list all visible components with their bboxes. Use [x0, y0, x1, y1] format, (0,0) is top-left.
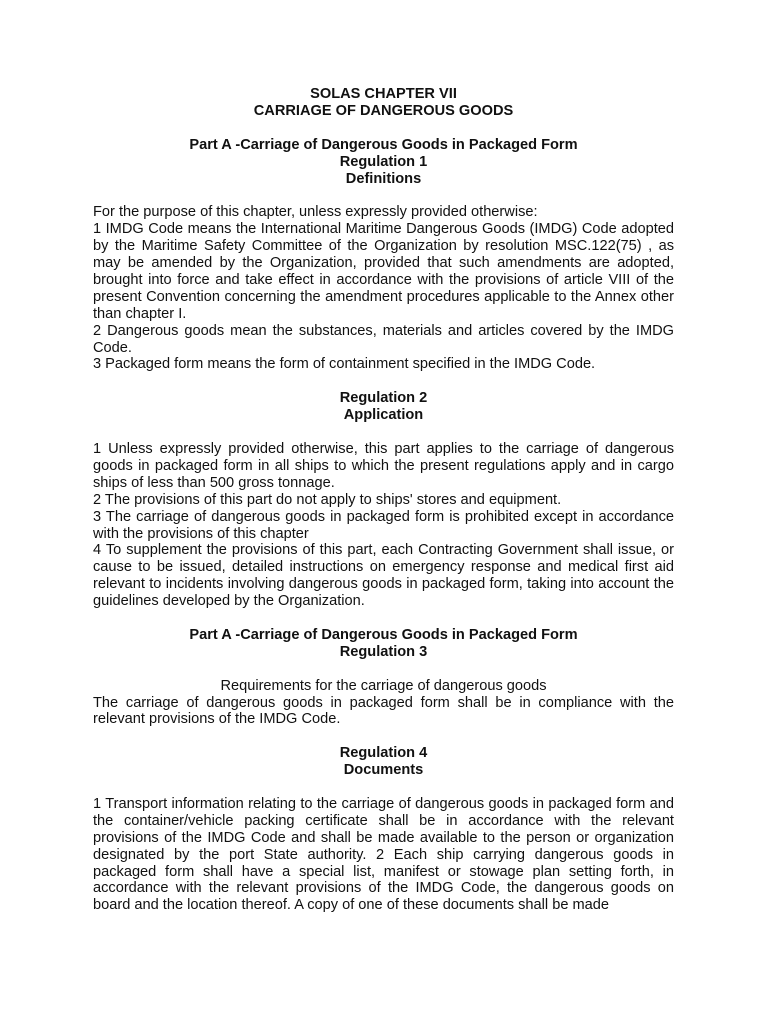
- spacer: [93, 728, 674, 745]
- regulation-3-heading: Regulation 3: [339, 643, 428, 660]
- document-page: [93, 86, 674, 914]
- regulation-2-paragraph-1: 1 Unless expressly provided otherwise, this part applies to the carriage of dangerous goods in packaged form in all ships to which the present regulations apply and in cargo ships of less than 500 gross tonnage.: [93, 440, 674, 491]
- part-a-heading: Part A -Carriage of Dangerous Goods in Packaged Form: [189, 136, 578, 153]
- regulation-2-paragraph-3: 3 The carriage of dangerous goods in packaged form is prohibited except in accordance with the provisions of this chapter: [93, 508, 674, 542]
- regulation-2-paragraph-4: 4 To supplement the provisions of this part, each Contracting Government shall issue, or cause to be issued, detailed instructions on emergency response and medical first aid relevant to incidents involving dangerous goods in packaged form, taking into account the guidelines developed by the Organization.: [93, 542, 674, 610]
- regulation-1-paragraph-1: 1 IMDG Code means the International Maritime Dangerous Goods (IMDG) Code adopted by the Maritime Safety Committee of the Organization by resolution MSC.122(75) , as may be amended by the Organization, provided that such amendments are adopted, brought into force and take effect in accordance with the provisions of article VIII of the present Convention concerning the amendment procedures applicable to the Annex other than chapter I.: [93, 221, 674, 322]
- regulation-1-paragraph-2: 2 Dangerous goods mean the substances, materials and articles covered by the IMDG Code.: [93, 322, 674, 356]
- spacer: [93, 779, 674, 796]
- regulation-4-subtitle: Documents: [343, 762, 424, 779]
- regulation-4-paragraph-1: 1 Transport information relating to the carriage of dangerous goods in packaged form and the container/vehicle packing certificate shall be in accordance with the relevant provisions of the IMDG Code and shall be made available to the person or organization designated by the port State authority. 2 Each ship carrying dangerous goods in packaged form shall have a special list, manifest or stowage plan setting forth, in accordance with the relevant provisions of the IMDG Code, the dangerous goods on board and the location thereof. A copy of one of these documents shall be made: [93, 795, 674, 914]
- regulation-2-subtitle: Application: [343, 407, 424, 424]
- regulation-1-subtitle: Definitions: [345, 170, 422, 187]
- document-title: SOLAS CHAPTER VII: [310, 86, 457, 102]
- regulation-2-paragraph-2: 2 The provisions of this part do not apply to ships' stores and equipment.: [93, 491, 562, 508]
- spacer: [93, 610, 674, 627]
- document-subtitle: CARRIAGE OF DANGEROUS GOODS: [253, 102, 514, 119]
- regulation-1-heading: Regulation 1: [339, 153, 428, 170]
- regulation-3-subtitle: Requirements for the carriage of dangerous goods: [220, 677, 547, 694]
- spacer: [93, 373, 674, 390]
- spacer: [93, 661, 674, 678]
- part-a-heading-2: Part A -Carriage of Dangerous Goods in Packaged Form: [189, 626, 578, 643]
- spacer: [93, 187, 674, 204]
- regulation-1-paragraph-3: 3 Packaged form means the form of containment specified in the IMDG Code.: [93, 356, 596, 373]
- regulation-4-heading: Regulation 4: [339, 745, 428, 762]
- regulation-3-paragraph-1: The carriage of dangerous goods in packaged form shall be in compliance with the relevant provisions of the IMDG Code.: [93, 694, 674, 728]
- regulation-1-intro: For the purpose of this chapter, unless expressly provided otherwise:: [93, 204, 538, 221]
- spacer: [93, 424, 674, 441]
- spacer: [93, 120, 674, 137]
- regulation-2-heading: Regulation 2: [339, 390, 428, 407]
